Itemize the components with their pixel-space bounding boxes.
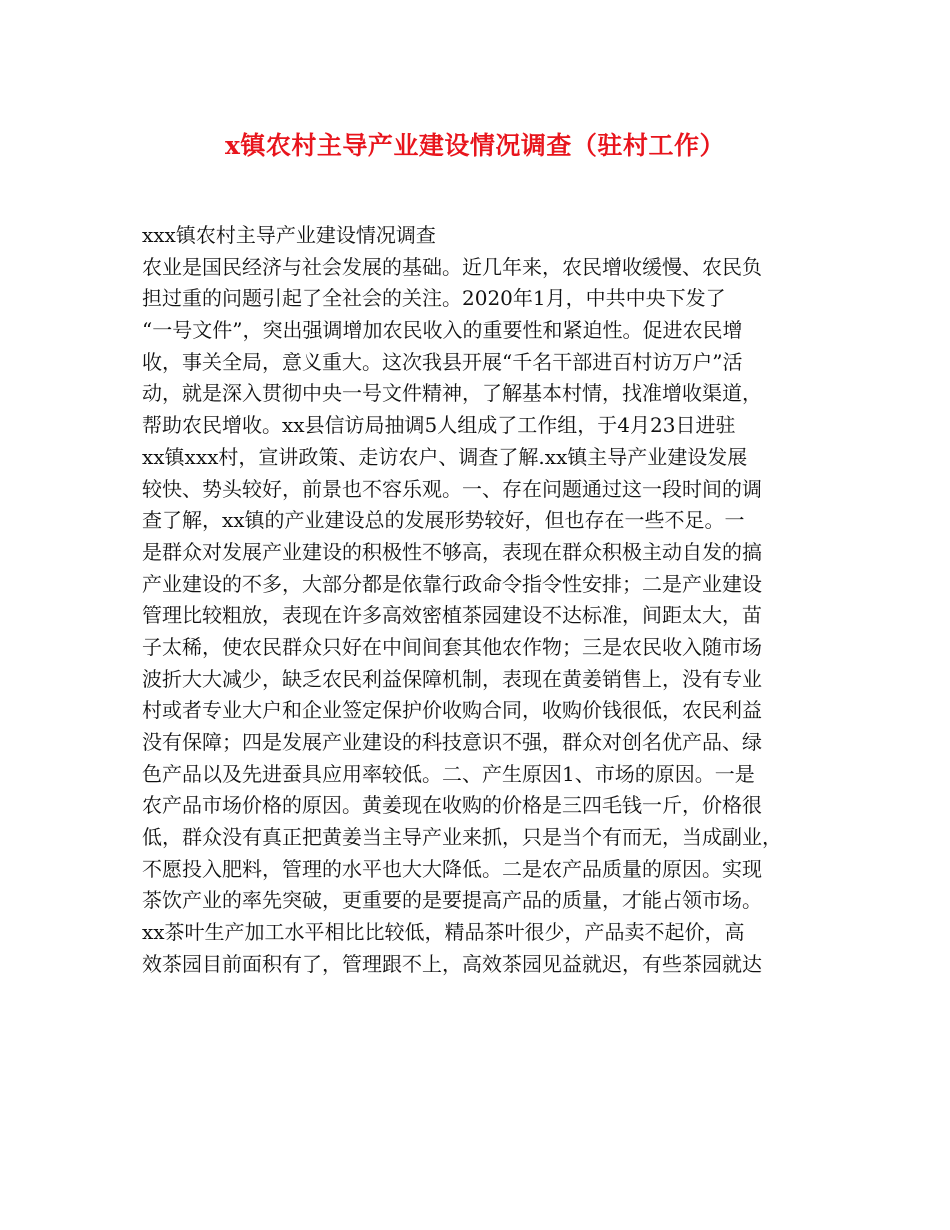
body-line: 波折大大减少，缺乏农民利益保障机制，表现在黄姜销售上，没有专业: [142, 666, 762, 691]
body-line: 担过重的问题引起了全社会的关注。2020年1月，中共中央下发了: [142, 286, 726, 311]
body-line: 子太稀，使农民群众只好在中间间套其他农作物；三是农民收入随市场: [142, 634, 762, 659]
body-line: 农业是国民经济与社会发展的基础。近几年来，农民增收缓慢、农民负: [142, 254, 762, 279]
body-line: 较快、势头较好，前景也不容乐观。一、存在问题通过这一段时间的调: [142, 476, 762, 501]
body-line: 是群众对发展产业建设的积极性不够高，表现在群众积极主动自发的搞: [142, 539, 762, 564]
body-line: 色产品以及先进蚕具应用率较低。二、产生原因1、市场的原因。一是: [142, 761, 755, 786]
body-line: 查了解，xx镇的产业建设总的发展形势较好，但也存在一些不足。一: [142, 508, 745, 533]
body-line: xx茶叶生产加工水平相比比较低，精品茶叶很少，产品卖不起价，高: [142, 920, 745, 945]
body-line: “一号文件”，突出强调增加农民收入的重要性和紧迫性。促进农民增: [142, 318, 743, 343]
body-line: 农产品市场价格的原因。黄姜现在收购的价格是三四毛钱一斤，价格很: [142, 793, 762, 818]
body-line: 动，就是深入贯彻中央一号文件精神，了解基本村情，找准增收渠道，: [142, 381, 762, 406]
body-line: 不愿投入肥料，管理的水平也大大降低。二是农产品质量的原因。实现: [142, 856, 762, 881]
body-line: 效茶园目前面积有了，管理跟不上，高效茶园见益就迟，有些茶园就达: [142, 951, 762, 976]
body-line: 帮助农民增收。xx县信访局抽调5人组成了工作组，于4月23日进驻: [142, 413, 736, 438]
body-line: 低，群众没有真正把黄姜当主导产业来抓，只是当个有而无，当成副业，: [142, 825, 782, 850]
body-line: 村或者专业大户和企业签定保护价收购合同，收购价钱很低，农民利益: [142, 698, 762, 723]
body-line: 产业建设的不多，大部分都是依靠行政命令指令性安排；二是产业建设: [142, 571, 762, 596]
body-line: xx镇xxx村，宣讲政策、走访农户、调查了解.xx镇主导产业建设发展: [142, 444, 748, 469]
body-line: 收，事关全局，意义重大。这次我县开展“千名干部进百村访万户”活: [142, 349, 743, 374]
body-line: 管理比较粗放，表现在许多高效密植茶园建设不达标准，间距太大，苗: [142, 603, 762, 628]
body-line: xxx镇农村主导产业建设情况调查: [142, 223, 436, 247]
body-line: 茶饮产业的率先突破，更重要的是要提高产品的质量，才能占领市场。: [142, 888, 762, 913]
document-title: x镇农村主导产业建设情况调查（驻村工作）: [225, 131, 725, 160]
document-body: [142, 220, 822, 981]
body-line: 没有保障；四是发展产业建设的科技意识不强，群众对创名优产品、绿: [142, 730, 762, 754]
